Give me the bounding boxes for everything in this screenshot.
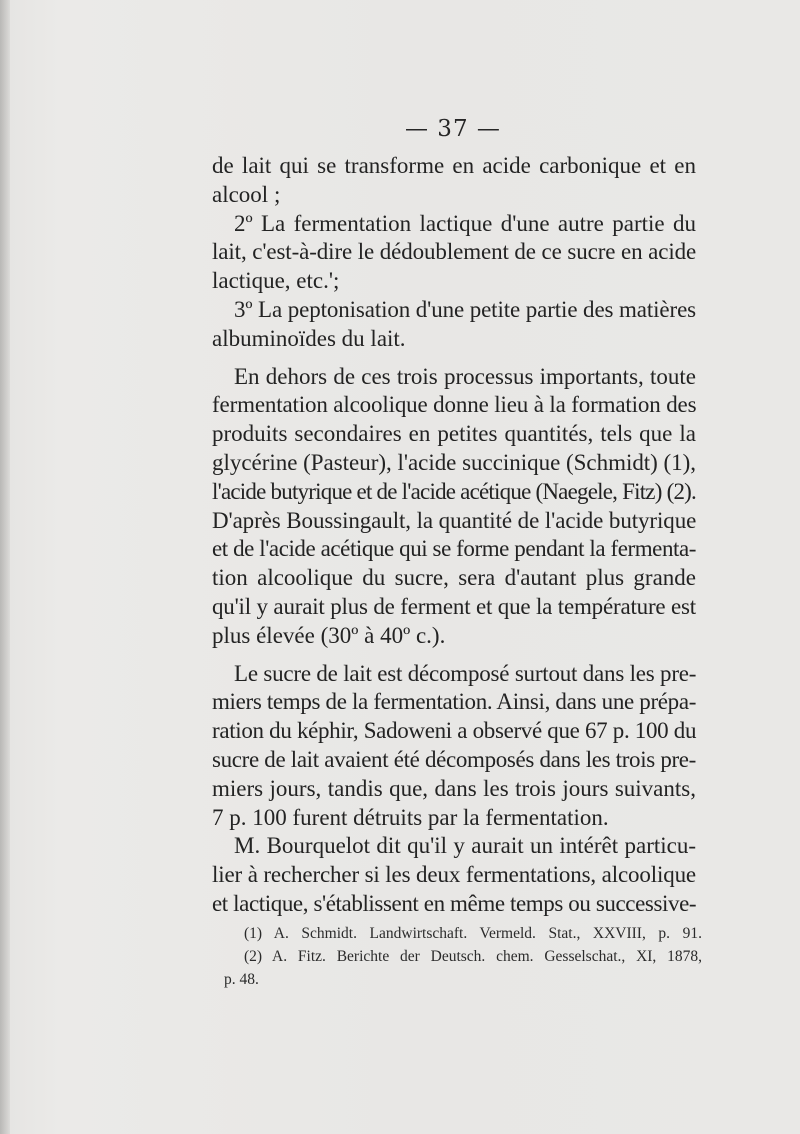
text-line: sucre de lait avaient été décomposés dans les trois pre-	[212, 746, 696, 772]
text-line: Le sucre de lait est décomposé surtout dans les pre-	[234, 660, 697, 686]
page-number: — 37 —	[405, 116, 501, 142]
text-line: 2º La fermentation lactique d'une autre partie du	[234, 210, 696, 236]
text-line: glycérine (Pasteur), l'acide succinique (Schmidt) (1),	[212, 449, 697, 475]
text-line: miers jours, tandis que, dans les trois jours suivants,	[212, 775, 696, 801]
text-line: lait, c'est-à-dire le dédoublement de ce sucre en acide	[212, 239, 697, 265]
text-line: de lait qui se transforme en acide carbonique et en	[212, 153, 696, 178]
text-line: albuminoïdes du lait.	[212, 325, 406, 351]
text-line: En dehors de ces trois processus importants, toute	[234, 363, 696, 389]
text-line: et lactique, s'établissent en même temps ou successive-	[212, 890, 697, 916]
text-line: M. Bourquelot dit qu'il y aurait un intérêt particu-	[234, 833, 696, 859]
text-line: 7 p. 100 furent détruits par la fermentation.	[212, 804, 609, 830]
text-line: produits secondaires en petites quantités, tels que la	[212, 421, 696, 447]
text-line: miers temps de la fermentation. Ainsi, dans une prépa-	[212, 689, 697, 715]
footnotes	[224, 922, 702, 991]
text-line: D'après Boussingault, la quantité de l'acide butyrique	[212, 507, 697, 533]
text-line: et de l'acide acétique qui se forme pendant la fermenta-	[212, 536, 696, 562]
text-line: lier à rechercher si les deux fermentations, alcoolique	[212, 862, 696, 888]
footnote-line: (2) A. Fitz. Berichte der Deutsch. chem. Gesselschat., XI, 1878,	[244, 948, 702, 965]
text-line: fermentation alcoolique donne lieu à la formation des	[212, 392, 697, 418]
footnote-line: (1) A. Schmidt. Landwirtschaft. Vermeld. Stat., XXVIII, p. 91.	[244, 925, 702, 942]
page-gutter	[0, 0, 10, 1134]
text-line: qu'il y aurait plus de ferment et que la température est	[212, 593, 696, 619]
footnote-line: p. 48.	[224, 971, 259, 988]
text-line: l'acide butyrique et de l'acide acétique (Naegele, Fitz) (2).	[212, 478, 696, 504]
text-line: ration du képhir, Sadoweni a observé que 67 p. 100 du	[212, 718, 697, 744]
text-line: lactique, etc.';	[212, 268, 340, 294]
text-line: plus élevée (30º à 40º c.).	[212, 622, 446, 648]
main-text	[212, 152, 696, 919]
text-line: tion alcoolique du sucre, sera d'autant plus grande	[212, 565, 696, 591]
text-line: 3º La peptonisation d'une petite partie des matières	[234, 296, 696, 322]
text-line: alcool ;	[212, 181, 281, 207]
